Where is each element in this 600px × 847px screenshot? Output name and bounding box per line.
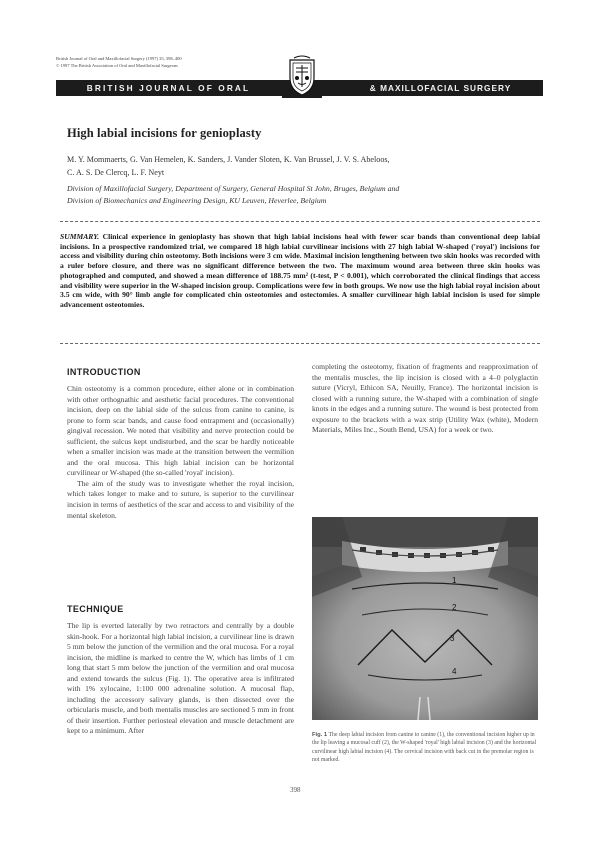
figure-1-caption	[312, 731, 538, 764]
figure-label-4: 4	[452, 667, 457, 676]
introduction-body	[67, 384, 294, 521]
journal-citation	[56, 56, 296, 69]
banner-right-text: & MAXILLOFACIAL SURGERY	[369, 83, 512, 93]
summary-top-rule	[60, 221, 540, 222]
introduction-paragraph-2: The aim of the study was to investigate whether the royal incision, which takes longer to make and to suture, is superior to the curvilinear incision in terms of aesthetics of the scar and access to and visibility of the mental skeleton.	[67, 478, 294, 520]
affiliations	[67, 183, 537, 207]
figure-label-1: 1	[452, 576, 457, 585]
article-title: High labial incisions for genioplasty	[67, 126, 262, 140]
figure-caption-text: The deep labial incision from canine to canine (1), the conventional incision higher up in the lip leaving a mucosal cuff (2), the W-shaped 'royal' high labial incision (3) and the horizontal curvilinear high labial incision (4). The cervical incision with back cut in the premolar region is not marked.	[312, 732, 537, 763]
author-line-1: M. Y. Mommaerts, G. Van Hemelen, K. Sanders, J. Vander Sloten, K. Van Brussel, J. V. S. Abeloos,	[67, 155, 390, 164]
summary-abstract	[60, 232, 540, 310]
journal-citation-line-1: British Journal of Oral and Maxillofacial Surgery (1997) 35, 398–400	[56, 56, 182, 61]
summary-text: Clinical experience in genioplasty has shown that high labial incisions heal with fewer scar bands than conventional deep labial incisions. In a prospective randomized trial, we compared 18 high labial curvilinear incisions with 27 high labial W-shaped ('royal') incisions for access and visibility during chin osteotomy. Both incisions were 3 cm wide. Maximal incision lengthening between two skin hooks was recorded with a ruler before closure, and there was no significant difference between the two. The maximum wound area between three skin hooks was photographed and computed, and showed a mean difference of 188.75 mm² (t-test, P < 0.001), which corroborated the clinical findings that access and visibility were superior in the W-shaped incision group. Complications were few in both groups. We now use the high labial royal incision about 3.5 cm wide, with 90° limb angle for complicated chin osteotomies and ostectomies. A smaller curvilinear high labial incision is used for simple advancement osteotomies.	[60, 232, 540, 309]
author-line-2: C. A. S. De Clercq, L. F. Neyt	[67, 168, 165, 177]
author-list	[67, 153, 517, 179]
journal-citation-line-2: © 1997 The British Association of Oral and Maxillofacial Surgeons	[56, 62, 178, 68]
affiliation-line-1: Division of Maxillofacial Surgery, Department of Surgery, General Hospital St John, Bruges, Belgium and	[67, 184, 400, 193]
introduction-paragraph-1: Chin osteotomy is a common procedure, either alone or in combination with other orthognathic and aesthetic facial procedures. The conventional incision, deep on the labial side of the sulcus from canine to canine, is prone to form scar bands, and cause food entrapment and (occasionally) gingival recession. We noted that visibility and nerve protection could be sufficient, the sulcus kept undisturbed, and the scar be hardly noticeable when a smaller incision was made at the transition between the vermilion and the oral mucosa. This high labial incision can be horizontal curvilinear or W-shaped (the so-called 'royal' incision).	[67, 384, 294, 478]
affiliation-line-2: Division of Biomechanics and Engineering Design, KU Leuven, Heverlee, Belgium	[67, 196, 327, 205]
technique-continued-paragraph: completing the osteotomy, fixation of fragments and reapproximation of the mentalis muscles, the lip incision is closed with a 4–0 polyglactin suture (Vicryl, Ethicon SA, Neuilly, France). The horizontal incision is closed with a running suture, the W-shaped with a combination of single knots in the edges and a running suture. The wound is best protected from exposure to the brackets with a wax strip (Utility Wax (white), Modern Materials, Miles Inc., South Bend, USA) for a week or two.	[312, 362, 538, 435]
summary-label: SUMMARY.	[60, 232, 100, 241]
figure-1-photograph	[312, 517, 538, 720]
introduction-heading: INTRODUCTION	[67, 367, 141, 377]
figure-caption-label: Fig. 1	[312, 732, 328, 738]
banner-left-text: BRITISH JOURNAL OF ORAL	[86, 83, 251, 93]
page-number: 398	[290, 786, 301, 794]
technique-heading: TECHNIQUE	[67, 604, 124, 614]
figure-label-2: 2	[452, 603, 457, 612]
journal-crest-logo	[282, 54, 322, 98]
technique-paragraph-1: The lip is everted laterally by two retractors and centrally by a double skin-hook. For a horizontal high labial incision, a curvilinear line is drawn 5 mm below the junction of the vermilion and the oral mucosa. For a royal incision, the midline is marked to centre the W, which has limbs of 1 cm long that start 5 mm below the junction of the vermilion and oral mucosa and extend towards the sulcus (Fig. 1). The operative area is infiltrated with 1% xylocaine, 1:100 000 adrenaline solution. A mucosal flap, including the accessory salivary glands, is then dissected over the orbicularis muscle, and both mentalis muscles are sectioned 5 mm in front of their insertion. Further periosteal elevation and muscle detachment are kept to a minimum. After	[67, 621, 294, 736]
figure-label-3: 3	[450, 634, 455, 643]
summary-bottom-rule	[60, 343, 540, 344]
